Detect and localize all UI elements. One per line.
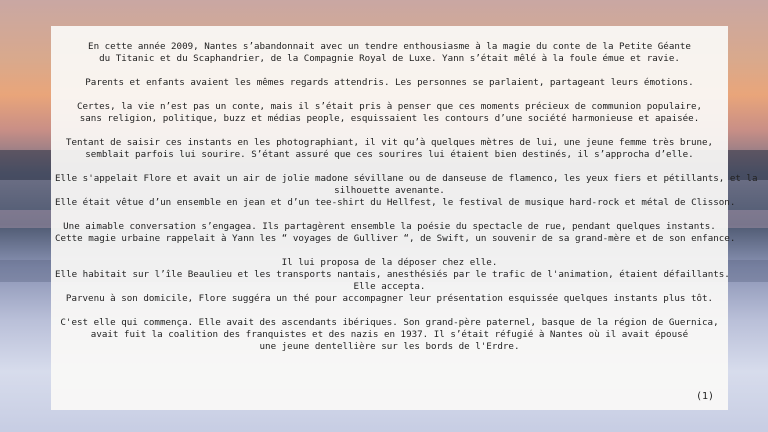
text-line: Elle s'appelait Flore et avait un air de jolie madone sévillane ou de danseuse de flamenco, les yeux fiers et pétillants, et la (55, 173, 758, 184)
text-line: C'est elle qui commença. Elle avait des ascendants ibériques. Son grand-père paternel, basque de la région de Guernica, (60, 317, 719, 328)
text-line: une jeune dentellière sur les bords de l'Erdre. (259, 341, 520, 352)
paragraph (55, 137, 724, 161)
text-line: du Titanic et du Scaphandrier, de la Compagnie Royal de Luxe. Yann s’était mêlé à la foule émue et ravie. (99, 53, 680, 64)
text-line: Tentant de saisir ces instants en les photographiant, il vit qu’à quelques mètres de lui, une jeune femme très brune, (65, 137, 714, 148)
story-text (55, 41, 758, 353)
paragraph (55, 77, 724, 89)
paragraph (55, 317, 724, 353)
text-line: Parents et enfants avaient les mêmes regards attendris. Les personnes se parlaient, partageant leurs émotions. (85, 77, 694, 88)
text-panel (51, 26, 758, 410)
text-line: En cette année 2009, Nantes s’abandonnait avec un tendre enthousiasme à la magie du conte de la Petite Géante (88, 41, 691, 52)
text-line: Elle accepta. (353, 281, 426, 292)
text-line: Cette magie urbaine rappelait à Yann les “ voyages de Gulliver “, de Swift, un souvenir de sa grand-mère et de son enfance. (55, 233, 736, 244)
text-line: sans religion, politique, buzz et médias people, esquissaient les contours d’une société harmonieuse et apaisée. (79, 113, 700, 124)
paragraph (55, 41, 724, 65)
text-line: Certes, la vie n’est pas un conte, mais il s’était pris à penser que ces moments précieux de communion populaire, (76, 101, 703, 112)
paragraph (55, 257, 730, 305)
text-line: Il lui proposa de la déposer chez elle. (281, 257, 498, 268)
paragraph (55, 101, 724, 125)
text-line: avait fuit la coalition des franquistes et des nazis en 1937. Il s’était réfugié à Nantes où il avait épousé (90, 329, 689, 340)
text-line: Parvenu à son domicile, Flore suggéra un thé pour accompagner leur présentation esquissée quelques instants plus tôt. (65, 293, 714, 304)
text-line: Elle était vêtue d’un ensemble en jean et d’un tee-shirt du Hellfest, le festival de musique hard-rock et métal de Clisson. (55, 197, 736, 208)
text-line: Elle habitait sur l’île Beaulieu et les transports nantais, anesthésiés par le trafic de l'animation, étaient défaillants. (55, 269, 730, 280)
paragraph (55, 173, 758, 209)
text-line: semblait parfois lui sourire. S’étant assuré que ces sourires lui étaient bien destinés, il s’approcha d’elle. (85, 149, 694, 160)
paragraph (55, 221, 736, 245)
page-number: (1) (695, 391, 714, 402)
text-line: Une aimable conversation s’engagea. Ils partagèrent ensemble la poésie du spectacle de rue, pendant quelques instants. (63, 221, 716, 232)
text-line: silhouette avenante. (334, 185, 445, 196)
